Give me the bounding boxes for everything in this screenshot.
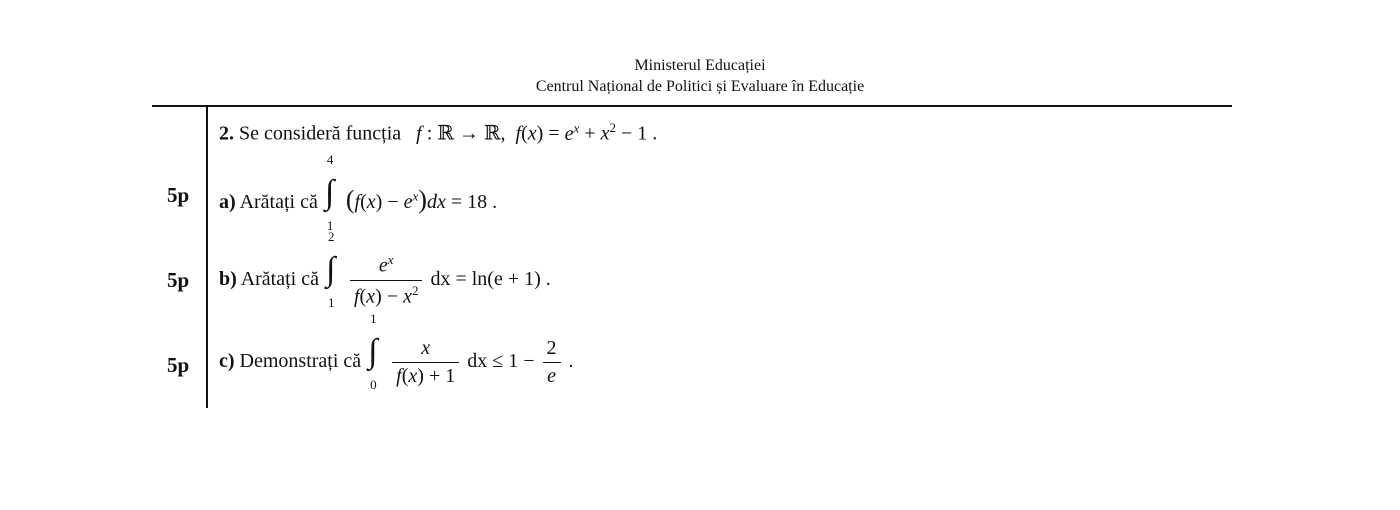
item-b xyxy=(219,228,551,310)
integral-a-lower: 1 xyxy=(326,218,334,233)
item-b-label: b) xyxy=(219,267,237,290)
integral-c-upper: 1 xyxy=(370,311,377,327)
fraction-b: $\frac{e^x}{f(x) - x^2}$ xyxy=(350,252,422,308)
integral-b-lower: 1 xyxy=(327,294,335,310)
item-c: c) Demonstrați că 1 ∫ 0 $\frac{x}{f(x) + 1}$ dx ≤ 1 − $\frac{2}{e}$ . xyxy=(219,311,574,393)
problem-number: 2. xyxy=(219,122,234,145)
integral-a-upper: 4 xyxy=(326,152,334,167)
problem-statement: 2. Se consideră funcția f : ℝ → ℝ, $f(x) = e^x + x^2 - 1$ . xyxy=(219,120,658,145)
integral-b-upper: 2 xyxy=(327,228,335,244)
item-a-label: a) xyxy=(219,191,236,213)
item-a: a) Arătați că 4 ∫ 1 $(f(x) - e^x)dx = 18$ . xyxy=(219,152,498,233)
item-c-rhs: dx ≤ 1 − xyxy=(467,350,540,373)
item-a-rhs: = 18 . xyxy=(450,191,498,213)
fraction-c: $\frac{x}{f(x) + 1}$ xyxy=(392,337,459,388)
function-definition: f xyxy=(406,122,422,145)
header-center: Centrul Național de Politici și Evaluare în Educație xyxy=(535,78,865,95)
problem-intro-text: Se consideră funcția xyxy=(239,122,402,145)
header-ministry: Ministerul Educației xyxy=(634,57,766,74)
points-column-divider xyxy=(206,106,208,408)
integral-c: 1 ∫ 0 xyxy=(368,311,378,393)
header-divider xyxy=(152,105,1232,107)
item-c-text: Demonstrați că xyxy=(239,350,362,373)
points-b: 5p xyxy=(167,268,190,292)
item-a-text: Arătați că xyxy=(239,191,318,213)
points-a: 5p xyxy=(167,183,190,207)
item-b-text: Arătați că xyxy=(240,267,319,290)
item-c-label: c) xyxy=(219,350,235,373)
integral-a: 4 ∫ 1 xyxy=(324,152,335,233)
integral-c-lower: 0 xyxy=(370,377,377,393)
integral-b: 2 ∫ 1 xyxy=(325,228,336,310)
points-c: 5p xyxy=(167,353,190,377)
fraction-c-bound: $\frac{2}{e}$ xyxy=(543,337,561,388)
item-b-rhs: dx = ln(e + 1) . xyxy=(430,267,551,290)
